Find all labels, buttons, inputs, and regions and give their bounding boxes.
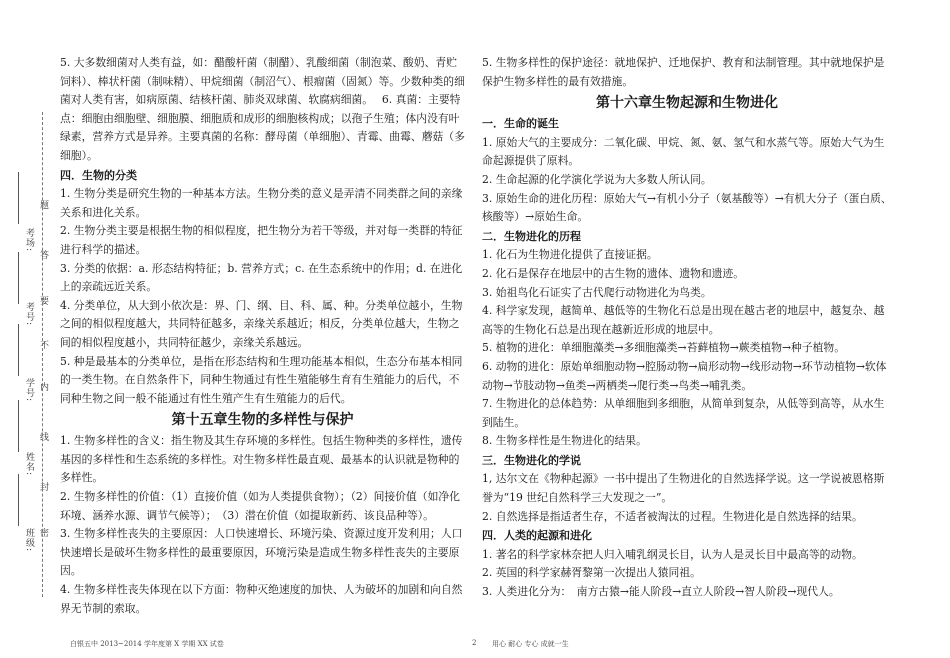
list-item: 3. 始祖鸟化石证实了古代爬行动物进化为鸟类。 [482, 285, 712, 299]
label-name: 姓名: [24, 452, 34, 477]
seal-line [42, 112, 43, 597]
seal-char: 封 [38, 482, 48, 492]
blank-line [18, 400, 19, 452]
list-item: 1. 生物多样性的含义：指生物及其生存环境的多样性。包括生物种类的多样性，遗传基因的多样性和生态系统的多样性。对生物多样性最直观、最基本的认识就是物种的多样性。 [60, 434, 463, 485]
list-item: 1. 原始大气的主要成分：二氧化碳、甲烷、氮、氨、氢气和水蒸气等。原始大气为生命起源提供了原料。 [482, 135, 885, 168]
list-item: 8. 生物多样性是生物进化的结果。 [482, 434, 647, 448]
section-heading: 二．生物进化的历程 [482, 229, 581, 243]
label-exam-room: 考场: [24, 228, 34, 253]
paragraph-bacteria-fungi: 5. 大多数细菌对人类有益，如：醋酸杆菌（制醋）、乳酸细菌（制泡菜、酸奶、青贮饲料）、棒状杆菌（制味精）、甲烷细菌（制沼气）、根瘤菌（固氮）等。少数种类的细菌对人类有害，如病原菌、结核杆菌、肺炎双球菌、软腐病细菌。 6. 真菌：主要特点：细胞由细胞壁、细胞膜、细胞质和成形的细胞核构成；以孢子生殖；体内没有叶绿素，营养方式是异养。主要真菌的名称：酵母菌（单细胞）、青霉、曲霉、蘑菇（多细胞）。 [60, 56, 465, 162]
seal-char: 线 [38, 432, 48, 442]
section-heading: 三．生物进化的学说 [482, 453, 581, 467]
list-item: 1, 达尔文在《物种起源》一书中提出了生物进化的自然选择学说。这一学说被恩格斯誉为“19 世纪自然科学三大发现之一”。 [482, 472, 885, 505]
list-item: 2. 自然选择是指适者生存，不适者被淘汰的过程。生物进化是自然选择的结果。 [482, 509, 863, 523]
seal-char: 答 [38, 250, 48, 260]
seal-char: 密 [38, 528, 48, 538]
list-item: 3. 分类的依据：a. 形态结构特征；b. 营养方式；c. 在生态系统中的作用；d. 在进化上的亲疏远近关系。 [60, 261, 463, 294]
list-item: 5. 生物多样性的保护途径：就地保护、迁地保护、教育和法制管理。其中就地保护是保护生物多样性的最有效措施。 [482, 56, 885, 88]
list-item: 4. 科学家发现，越简单、越低等的生物化石总是出现在越古老的地层中，越复杂、越高等的生物化石总是出现在越新近形成的地层中。 [482, 304, 885, 336]
list-item: 4. 生物多样性丧失体现在以下方面：物种灭绝速度的加快、人为破坏的加剧和向自然界无节制的索取。 [60, 583, 463, 615]
list-item: 2. 化石是保存在地层中的古生物的遗体、遗物和遗迹。 [482, 266, 745, 280]
left-column [60, 54, 465, 618]
seal-char: 要 [38, 296, 48, 306]
chapter-title-16: 第十六章生物起源和生物进化 [596, 95, 778, 112]
list-item: 1. 生物分类是研究生物的一种基本方法。生物分类的意义是弄清不同类群之间的亲缘关系和进化关系。 [60, 187, 463, 219]
label-class: 班级: [24, 528, 34, 553]
list-item: 7. 生物进化的总体趋势：从单细胞到多细胞，从简单到复杂，从低等到高等，从水生到陆生。 [482, 397, 885, 429]
seal-char: 不 [38, 340, 48, 350]
section-heading-classification: 四．生物的分类 [60, 168, 137, 182]
right-column [482, 54, 892, 602]
blank-line [18, 474, 19, 526]
list-item: 2. 生物分类主要是根据生物的相似程度，把生物分为若干等级，并对每一类群的特征进行科学的描述。 [60, 224, 463, 256]
chapter-title-15: 第十五章生物的多样性与保护 [171, 412, 354, 429]
footer-school: 白银五中 2013~2014 学年度第 X 学期 XX 试卷 [70, 640, 224, 648]
list-item: 2. 生物多样性的价值：（1）直接价值（如为人类提供食物）；（2）间接价值（如净化环境、涵养水源、调节气候等）； （3）潜在价值（如提取新药、该良品种等）。 [60, 490, 460, 522]
list-item: 2. 英国的科学家赫胥黎第一次提出人猿同祖。 [482, 566, 701, 580]
list-item: 6. 动物的进化：原始单细胞动物→腔肠动物→扁形动物→线形动物→环节动植物→软体动物→节肢动物→鱼类→两栖类→爬行类→鸟类→哺乳类。 [482, 359, 887, 392]
list-item: 3. 原始生命的进化历程：原始大气→有机小分子（氨基酸等）→有机大分子（蛋白质、核酸等）→原始生命。 [482, 191, 892, 224]
blank-line [18, 252, 19, 304]
blank-line [18, 172, 19, 224]
label-student-number: 学号: [24, 378, 34, 403]
list-item: 3. 人类进化分为： 南方古猿→能人阶段→直立人阶段→智人阶段→现代人。 [482, 585, 840, 599]
list-item: 2. 生命起源的化学演化学说为大多数人所认同。 [482, 172, 712, 186]
list-item: 5. 种是最基本的分类单位，是指在形态结构和生理功能基本相似，生态分布基本相同的一类生物。在自然条件下，同种生物通过有性生殖能够生育有生殖能力的后代，不同种生物之间一般不能通过有性生殖产生有生殖能力的后代。 [60, 354, 463, 405]
list-item: 3. 生物多样性丧失的主要原因：人口快速增长、环境污染、资源过度开发利用；人口快速增长是破坏生物多样性的最重要原因，环境污染是造成生物多样性丧失的主要原因。 [60, 527, 463, 578]
page-number: 2 [472, 639, 477, 647]
list-item: 1. 著名的科学家林奈把人归入哺乳纲灵长目，认为人是灵长目中最高等的动物。 [482, 547, 863, 561]
seal-char: 题 [38, 200, 48, 210]
label-exam-number: 考号: [24, 302, 34, 327]
section-heading: 四．人类的起源和进化 [482, 529, 592, 543]
blank-line [18, 324, 19, 376]
list-item: 5. 植物的进化：单细胞藻类→多细胞藻类→苔藓植物→蕨类植物→种子植物。 [482, 341, 846, 355]
seal-char: 内 [38, 382, 48, 392]
binding-margin [0, 110, 62, 630]
list-item: 1. 化石为生物进化提供了直接证据。 [482, 248, 658, 262]
list-item: 4. 分类单位，从大到小依次是：界、门、纲、目、科、属、种。分类单位越小，生物之间的相似程度越大，共同特征越多，亲缘关系越近；相反，分类单位越大，生物之间的相似程度越小，共同特征越少，亲缘关系越远。 [60, 298, 463, 349]
section-heading: 一．生命的诞生 [482, 117, 559, 131]
footer-motto: 用心 耐心 专心 成就一生 [492, 640, 569, 648]
